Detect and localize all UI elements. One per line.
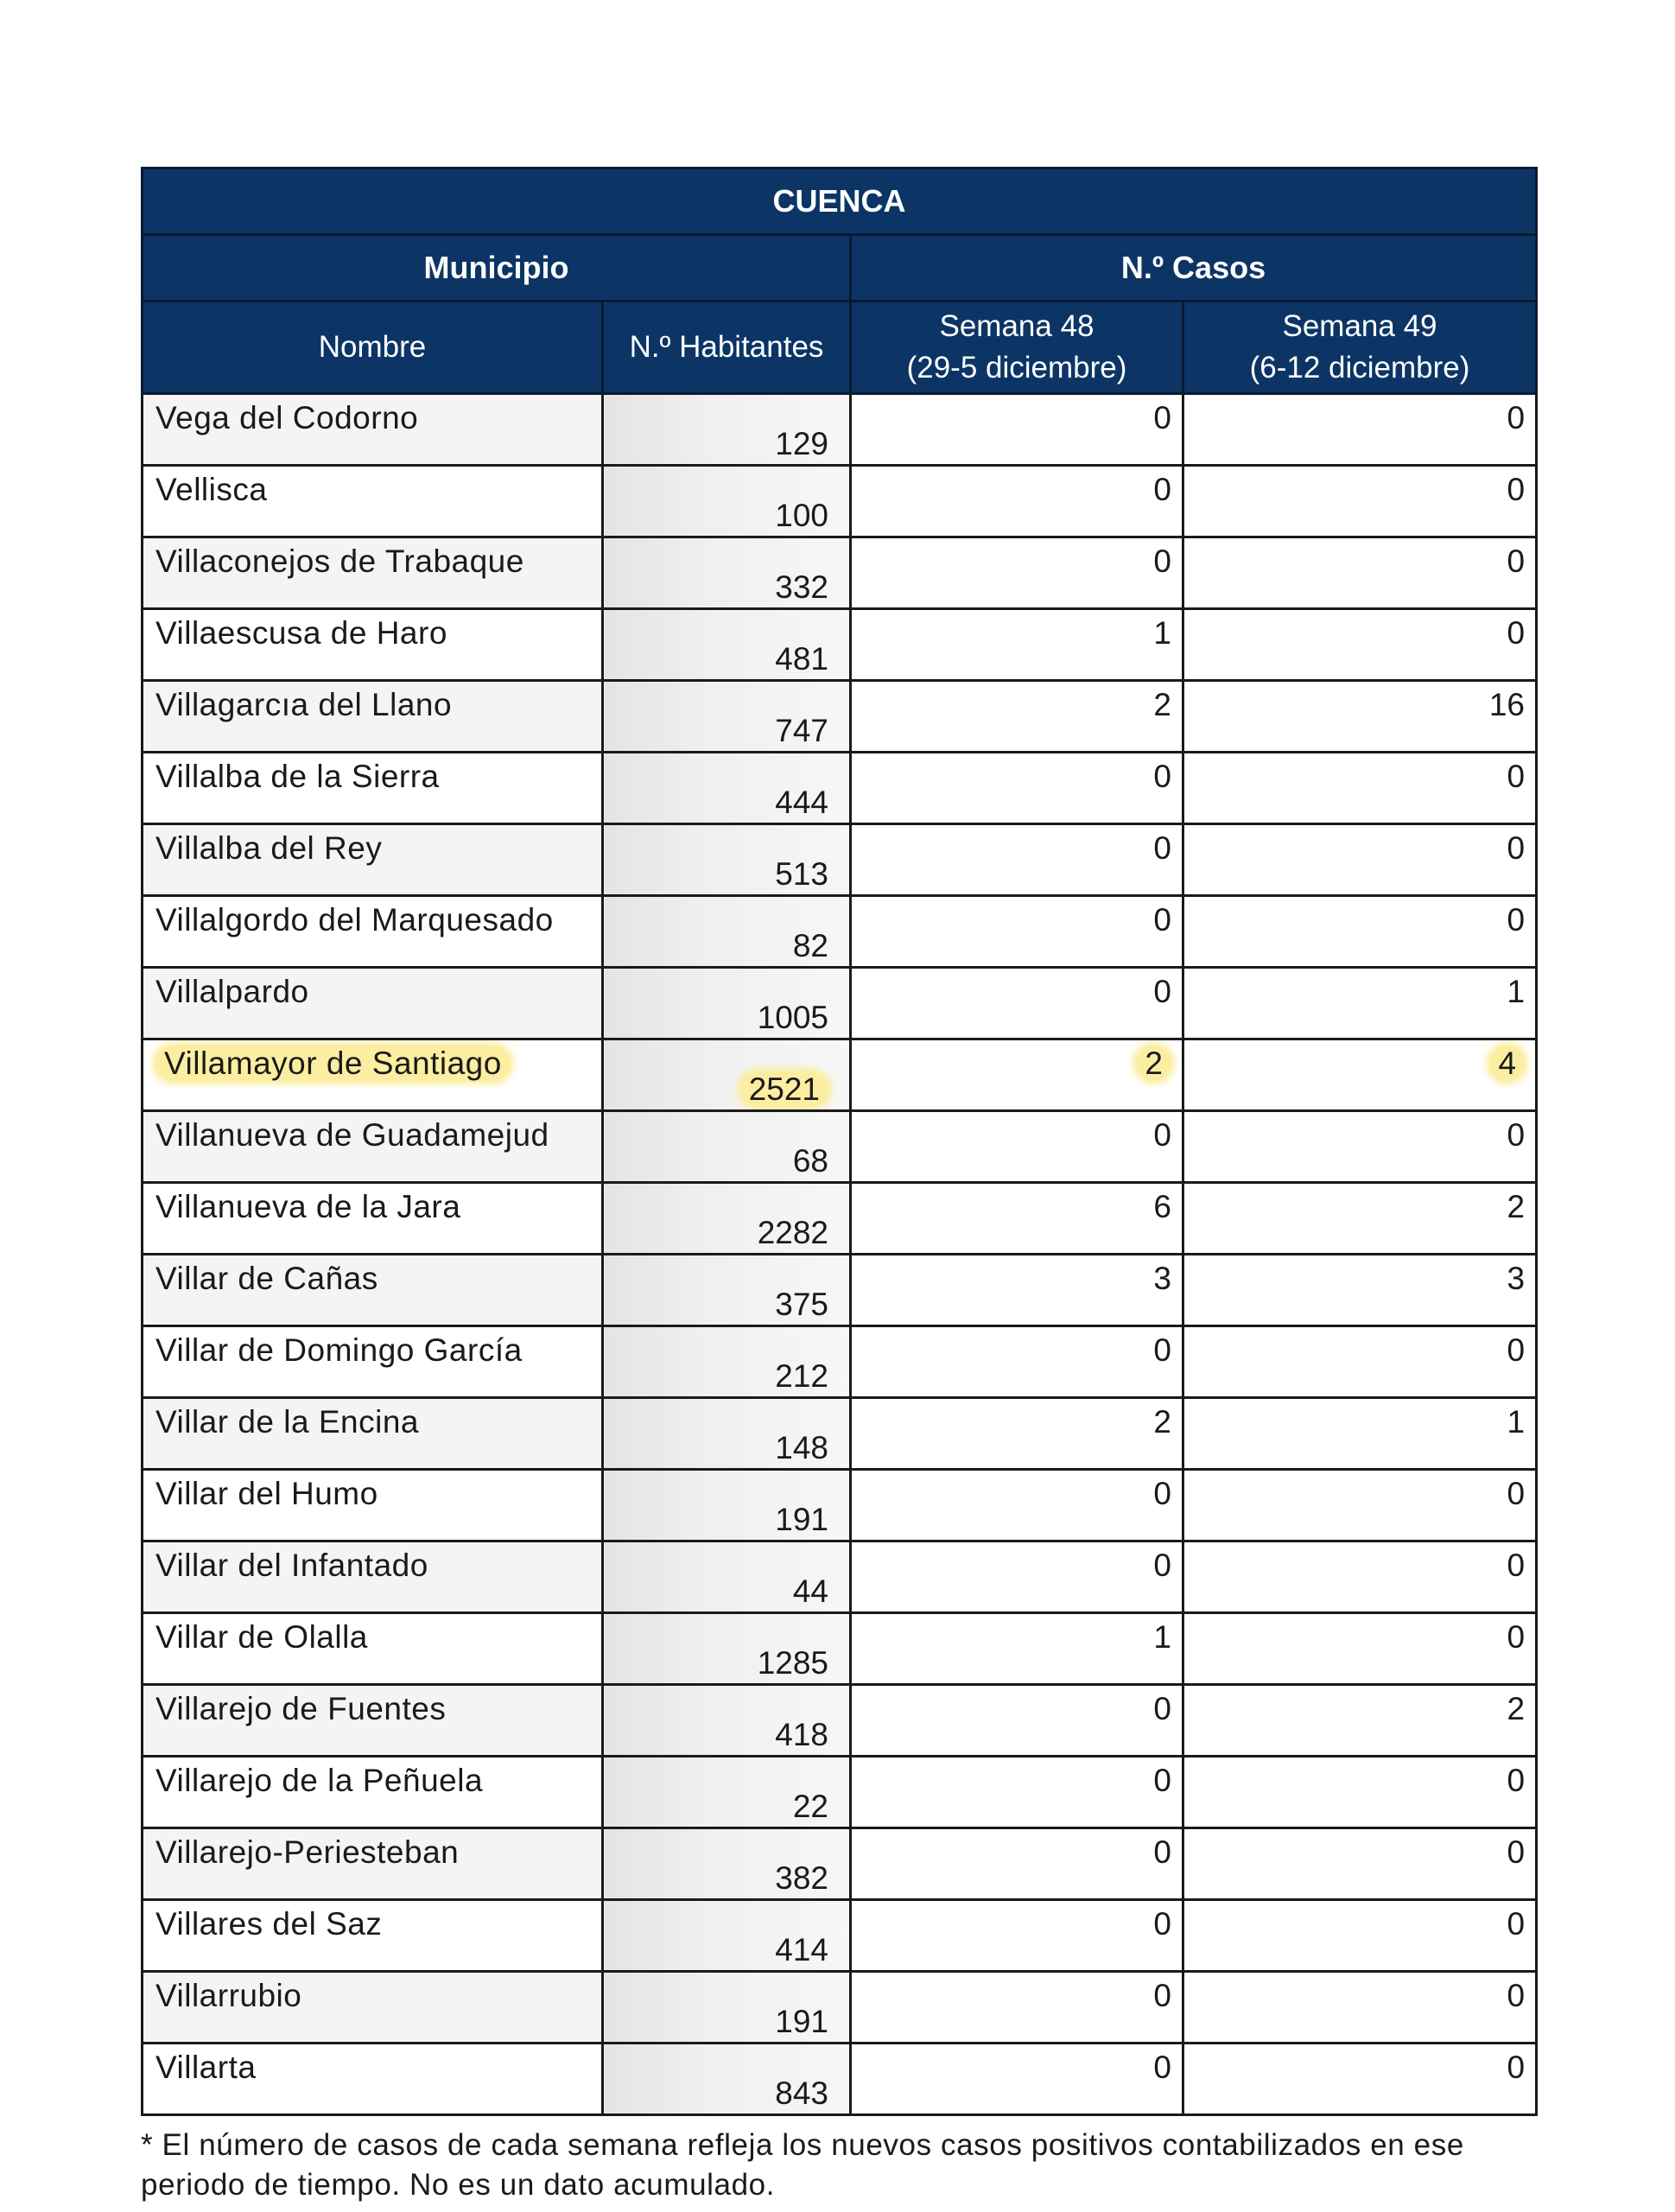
semana49-value: 0: [1507, 830, 1526, 866]
municipio-name: Villarejo-Periesteban: [155, 1834, 460, 1870]
semana49-value-cell: [1183, 1398, 1537, 1470]
municipio-name-cell: [143, 609, 603, 681]
municipio-name-cell: [143, 1039, 603, 1111]
municipio-name-cell: [143, 1613, 603, 1685]
habitantes-value: 22: [792, 1789, 828, 1824]
cases-table: [141, 167, 1538, 2116]
table-title: CUENCA: [143, 168, 1537, 235]
cases-table-container: [141, 167, 1535, 2116]
table-row: [143, 1828, 1537, 1900]
semana49-value: 1: [1507, 1404, 1526, 1440]
habitantes-value: 1005: [757, 1000, 828, 1035]
semana49-value-cell: [1183, 609, 1537, 681]
table-row: [143, 681, 1537, 753]
habitantes-value-cell: [603, 824, 851, 896]
semana49-value-cell: [1183, 824, 1537, 896]
habitantes-value: 332: [775, 569, 828, 605]
habitantes-value-cell: [603, 1255, 851, 1326]
municipio-name: Villar de la Encina: [155, 1404, 419, 1440]
municipio-name: Villar de Olalla: [155, 1619, 368, 1655]
semana48-value: 2: [1153, 1404, 1171, 1440]
habitantes-value: 1285: [757, 1645, 828, 1681]
semana49-value-cell: [1183, 537, 1537, 609]
semana48-value-cell: [851, 1183, 1183, 1255]
municipio-name-cell: [143, 1470, 603, 1541]
semana49-value: 0: [1507, 759, 1526, 794]
semana49-value-cell: [1183, 1541, 1537, 1613]
semana48-value-cell: [851, 609, 1183, 681]
habitantes-value-cell: [603, 968, 851, 1039]
semana48-value: 0: [1153, 1332, 1171, 1368]
municipio-name-cell: [143, 1900, 603, 1972]
municipio-name: Vega del Codorno: [155, 400, 419, 435]
habitantes-value-cell: [603, 681, 851, 753]
table-row: [143, 1039, 1537, 1111]
habitantes-value: 414: [775, 1932, 828, 1967]
habitantes-value: 747: [775, 713, 828, 748]
habitantes-value-cell: [603, 1900, 851, 1972]
semana48-value-cell: [851, 681, 1183, 753]
municipio-name-cell: [143, 753, 603, 824]
group-header-row: [143, 235, 1537, 302]
semana49-value-cell: [1183, 1900, 1537, 1972]
municipio-name: Villares del Saz: [155, 1906, 383, 1942]
habitantes-value-cell: [603, 1039, 851, 1111]
semana49-value-cell: [1183, 1757, 1537, 1828]
habitantes-value: 212: [775, 1358, 828, 1394]
table-row: [143, 753, 1537, 824]
semana48-value-cell: [851, 466, 1183, 537]
footnote: * El número de casos de cada semana refleja los nuevos casos positivos contabilizados en ese periodo de tiempo. No es un dato acumulado.: [141, 2128, 1464, 2202]
table-row: [143, 968, 1537, 1039]
semana48-value-cell: [851, 1326, 1183, 1398]
table-row: [143, 1685, 1537, 1757]
habitantes-value: 82: [792, 928, 828, 963]
habitantes-value-cell: [603, 537, 851, 609]
header-semana49: [1183, 302, 1537, 394]
semana49-value: 0: [1507, 1906, 1526, 1942]
municipio-name: Villalpardo: [155, 974, 309, 1009]
header-nombre: Nombre: [143, 302, 603, 394]
semana49-value-cell: [1183, 896, 1537, 968]
table-row: [143, 1613, 1537, 1685]
habitantes-value: 148: [775, 1430, 828, 1465]
semana48-value: 1: [1153, 1619, 1171, 1655]
table-row: [143, 1183, 1537, 1255]
semana49-value: 0: [1507, 400, 1526, 435]
habitantes-value-cell: [603, 753, 851, 824]
municipio-name: Villalgordo del Marquesado: [155, 902, 554, 938]
semana49-value-cell: [1183, 968, 1537, 1039]
municipio-name-cell: [143, 1398, 603, 1470]
municipio-name: Villanueva de Guadamejud: [155, 1117, 549, 1153]
municipio-name-cell: [143, 466, 603, 537]
semana49-value-cell: [1183, 1470, 1537, 1541]
column-header-row: [143, 302, 1537, 394]
municipio-name-cell: [143, 1757, 603, 1828]
semana49-value: 2: [1507, 1189, 1526, 1224]
municipio-name: Villar de Cañas: [155, 1261, 378, 1296]
habitantes-value-cell: [603, 466, 851, 537]
semana49-value-cell: [1183, 1613, 1537, 1685]
habitantes-value: 2521: [740, 1071, 828, 1107]
table-row: [143, 1972, 1537, 2044]
semana48-value: 0: [1153, 974, 1171, 1009]
habitantes-value-cell: [603, 1398, 851, 1470]
semana48-value: 0: [1153, 1763, 1171, 1798]
semana48-value-cell: [851, 537, 1183, 609]
semana49-value: 0: [1507, 1763, 1526, 1798]
habitantes-value-cell: [603, 394, 851, 466]
semana49-value: 0: [1507, 543, 1526, 579]
semana48-value-cell: [851, 2044, 1183, 2115]
semana49-value-cell: [1183, 1255, 1537, 1326]
municipio-name-cell: [143, 1255, 603, 1326]
semana48-value-cell: [851, 394, 1183, 466]
table-title-row: [143, 168, 1537, 235]
semana49-value-cell: [1183, 1039, 1537, 1111]
municipio-name: Villarrubio: [155, 1978, 302, 2013]
table-row: [143, 1900, 1537, 1972]
semana48-value: 2: [1153, 687, 1171, 722]
table-row: [143, 896, 1537, 968]
semana49-value-cell: [1183, 1685, 1537, 1757]
municipio-name: Vellisca: [155, 472, 268, 507]
header-habitantes: N.º Habitantes: [603, 302, 851, 394]
municipio-name-cell: [143, 537, 603, 609]
table-row: [143, 1326, 1537, 1398]
semana48-value: 0: [1153, 400, 1171, 435]
municipio-name: Villarejo de Fuentes: [155, 1691, 447, 1726]
semana49-value: 0: [1507, 1834, 1526, 1870]
semana49-value-cell: [1183, 1111, 1537, 1183]
table-body: [143, 394, 1537, 2115]
semana48-value: 1: [1153, 615, 1171, 651]
habitantes-value: 418: [775, 1717, 828, 1752]
habitantes-value: 444: [775, 785, 828, 820]
semana49-value-cell: [1183, 466, 1537, 537]
semana49-value-cell: [1183, 1828, 1537, 1900]
semana48-value: 6: [1153, 1189, 1171, 1224]
semana48-value: 0: [1153, 902, 1171, 938]
table-row: [143, 609, 1537, 681]
municipio-name-cell: [143, 896, 603, 968]
municipio-name-cell: [143, 968, 603, 1039]
municipio-name-cell: [143, 1541, 603, 1613]
semana49-value: 0: [1507, 1978, 1526, 2013]
semana49-value-cell: [1183, 394, 1537, 466]
semana48-value: 0: [1153, 1978, 1171, 2013]
municipio-name-cell: [143, 1111, 603, 1183]
table-row: [143, 466, 1537, 537]
municipio-name: Villar de Domingo García: [155, 1332, 523, 1368]
habitantes-value: 513: [775, 856, 828, 892]
semana49-value: 1: [1507, 974, 1526, 1009]
semana48-value-cell: [851, 1685, 1183, 1757]
semana48-value-cell: [851, 968, 1183, 1039]
habitantes-value-cell: [603, 1111, 851, 1183]
semana49-value-cell: [1183, 2044, 1537, 2115]
semana48-value: 0: [1153, 543, 1171, 579]
table-row: [143, 2044, 1537, 2115]
header-semana49-dates: (6-12 diciembre): [1249, 351, 1470, 385]
municipio-name: Villanueva de la Jara: [155, 1189, 461, 1224]
semana48-value-cell: [851, 896, 1183, 968]
semana48-value-cell: [851, 1039, 1183, 1111]
habitantes-value-cell: [603, 1183, 851, 1255]
habitantes-value-cell: [603, 1685, 851, 1757]
semana48-value: 0: [1153, 1476, 1171, 1511]
semana48-value-cell: [851, 1900, 1183, 1972]
habitantes-value-cell: [603, 1828, 851, 1900]
semana48-value: 0: [1153, 472, 1171, 507]
semana49-value: 0: [1507, 902, 1526, 938]
municipio-name-cell: [143, 824, 603, 896]
habitantes-value-cell: [603, 1757, 851, 1828]
municipio-name: Villagarcıa del Llano: [155, 687, 453, 722]
semana49-value: 0: [1507, 1548, 1526, 1583]
municipio-name: Villalba de la Sierra: [155, 759, 440, 794]
semana48-value-cell: [851, 1972, 1183, 2044]
habitantes-value-cell: [603, 1470, 851, 1541]
municipio-name-cell: [143, 1972, 603, 2044]
habitantes-value-cell: [603, 896, 851, 968]
header-semana48-label: Semana 48: [939, 309, 1094, 343]
table-row: [143, 537, 1537, 609]
semana48-value: 0: [1153, 1834, 1171, 1870]
semana48-value: 0: [1153, 1117, 1171, 1153]
header-casos: N.º Casos: [851, 235, 1537, 302]
semana48-value: 3: [1153, 1261, 1171, 1296]
semana48-value-cell: [851, 1613, 1183, 1685]
semana49-value-cell: [1183, 1972, 1537, 2044]
municipio-name-cell: [143, 2044, 603, 2115]
semana48-value: 0: [1153, 830, 1171, 866]
semana49-value-cell: [1183, 1183, 1537, 1255]
habitantes-value: 2282: [757, 1215, 828, 1250]
habitantes-value: 382: [775, 1860, 828, 1896]
semana49-value: 0: [1507, 1332, 1526, 1368]
semana49-value: 0: [1507, 472, 1526, 507]
header-semana48: [851, 302, 1183, 394]
habitantes-value: 68: [792, 1143, 828, 1179]
semana49-value: 0: [1507, 1476, 1526, 1511]
semana49-value-cell: [1183, 681, 1537, 753]
semana49-value: 0: [1507, 615, 1526, 651]
municipio-name-cell: [143, 394, 603, 466]
semana48-value-cell: [851, 1541, 1183, 1613]
semana48-value-cell: [851, 753, 1183, 824]
semana48-value-cell: [851, 1470, 1183, 1541]
habitantes-value-cell: [603, 1972, 851, 2044]
habitantes-value-cell: [603, 609, 851, 681]
habitantes-value: 843: [775, 2075, 828, 2111]
municipio-name-cell: [143, 1828, 603, 1900]
table-row: [143, 394, 1537, 466]
header-semana48-dates: (29-5 diciembre): [906, 351, 1127, 385]
semana49-value-cell: [1183, 1326, 1537, 1398]
habitantes-value: 129: [775, 426, 828, 461]
semana48-value: 0: [1153, 1691, 1171, 1726]
semana48-value-cell: [851, 1111, 1183, 1183]
header-municipio: Municipio: [143, 235, 851, 302]
semana48-value: 0: [1153, 759, 1171, 794]
semana48-value: 0: [1153, 1906, 1171, 1942]
semana48-value-cell: [851, 824, 1183, 896]
semana48-value-cell: [851, 1828, 1183, 1900]
table-row: [143, 1111, 1537, 1183]
municipio-name: Villamayor de Santiago: [155, 1046, 511, 1081]
semana49-value: 16: [1488, 687, 1526, 722]
habitantes-value: 191: [775, 1502, 828, 1537]
semana49-value: 0: [1507, 1619, 1526, 1655]
municipio-name: Villaescusa de Haro: [155, 615, 447, 651]
municipio-name-cell: [143, 1183, 603, 1255]
habitantes-value: 191: [775, 2004, 828, 2039]
municipio-name-cell: [143, 1326, 603, 1398]
semana48-value: 2: [1136, 1046, 1171, 1081]
habitantes-value: 100: [775, 498, 828, 533]
table-row: [143, 824, 1537, 896]
habitantes-value: 481: [775, 641, 828, 677]
semana48-value: 0: [1153, 1548, 1171, 1583]
habitantes-value: 44: [792, 1573, 828, 1609]
table-row: [143, 1470, 1537, 1541]
habitantes-value-cell: [603, 1541, 851, 1613]
municipio-name: Villarejo de la Peñuela: [155, 1763, 484, 1798]
municipio-name-cell: [143, 1685, 603, 1757]
municipio-name: Villarta: [155, 2050, 257, 2085]
habitantes-value-cell: [603, 1326, 851, 1398]
municipio-name: Villar del Humo: [155, 1476, 378, 1511]
semana48-value-cell: [851, 1255, 1183, 1326]
municipio-name: Villalba del Rey: [155, 830, 383, 866]
semana49-value: 0: [1507, 2050, 1526, 2085]
semana49-value: 3: [1507, 1261, 1526, 1296]
habitantes-value-cell: [603, 2044, 851, 2115]
semana49-value: 4: [1489, 1046, 1525, 1081]
habitantes-value-cell: [603, 1613, 851, 1685]
semana49-value-cell: [1183, 753, 1537, 824]
semana48-value-cell: [851, 1757, 1183, 1828]
header-semana49-label: Semana 49: [1282, 309, 1437, 343]
table-row: [143, 1398, 1537, 1470]
semana49-value: 2: [1507, 1691, 1526, 1726]
municipio-name-cell: [143, 681, 603, 753]
table-row: [143, 1541, 1537, 1613]
table-row: [143, 1757, 1537, 1828]
semana48-value: 0: [1153, 2050, 1171, 2085]
municipio-name: Villaconejos de Trabaque: [155, 543, 524, 579]
habitantes-value: 375: [775, 1287, 828, 1322]
semana49-value: 0: [1507, 1117, 1526, 1153]
table-row: [143, 1255, 1537, 1326]
municipio-name: Villar del Infantado: [155, 1548, 428, 1583]
semana48-value-cell: [851, 1398, 1183, 1470]
